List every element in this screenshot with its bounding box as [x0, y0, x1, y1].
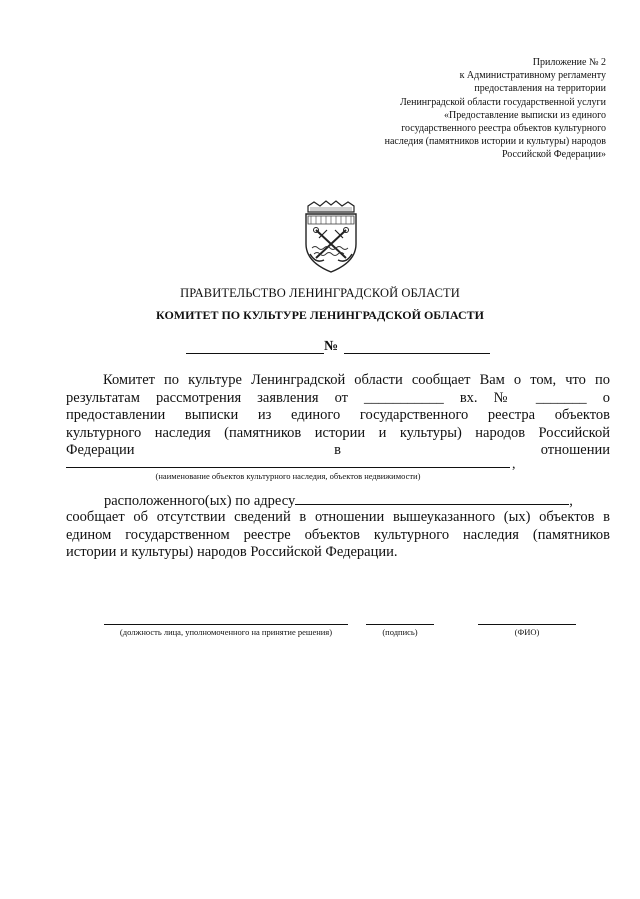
number-sign: № — [324, 339, 339, 354]
position-line — [104, 624, 348, 626]
committee-title: КОМИТЕТ ПО КУЛЬТУРЕ ЛЕНИНГРАДСКОЙ ОБЛАСТИ — [156, 308, 484, 322]
number-blank — [344, 353, 490, 354]
address-label: расположенного(ых) по адресу — [104, 493, 296, 509]
government-title: ПРАВИТЕЛЬСТВО ЛЕНИНГРАДСКОЙ ОБЛАСТИ — [180, 286, 460, 300]
object-comma: , — [512, 457, 516, 472]
name-field — [478, 624, 576, 637]
annex-line: «Предоставление выписки из единого — [444, 109, 606, 121]
address-comma: , — [569, 493, 573, 509]
annex-line: предоставления на территории — [474, 83, 606, 95]
text-line: Федерации в отношении — [66, 442, 610, 458]
name-caption: (ФИО) — [514, 627, 540, 637]
address-blank — [295, 492, 569, 505]
annex-header — [306, 56, 606, 162]
date-blank — [186, 353, 324, 354]
text-line: истории и культуры) народов Российской Федерации. — [66, 544, 398, 560]
name-line — [478, 624, 576, 626]
text-line: сообщает об отсутствии сведений в отношении вышеуказанного (ых) объектов в — [66, 509, 610, 525]
date-number-line — [186, 339, 490, 357]
address-row — [104, 492, 573, 510]
text-line: культурного наследия (памятников истории и культуры) народов Российской — [66, 424, 610, 441]
signature-line — [366, 624, 434, 626]
signature-caption: (подпись) — [382, 627, 418, 637]
position-field — [104, 624, 348, 637]
annex-line: Приложение № 2 — [532, 57, 606, 68]
text-line: едином государственном реестре объектов культурного наследия (памятников — [66, 526, 610, 543]
text-line: результатам рассмотрения заявления от ___________ вх. № _______ о — [66, 389, 610, 406]
position-caption: (должность лица, уполномоченного на принятие решения) — [119, 627, 333, 637]
coat-of-arms-emblem — [296, 200, 366, 274]
object-name-line — [66, 467, 510, 468]
annex-line: Российской Федерации» — [501, 149, 606, 161]
paragraph-intro — [66, 372, 610, 460]
annex-line: наследия (памятников истории и культуры) народов — [384, 136, 606, 148]
paragraph-result — [66, 509, 610, 562]
signature-field — [366, 624, 434, 637]
annex-line: к Административному регламенту — [459, 70, 606, 82]
annex-line: Ленинградской области государственной услуги — [399, 96, 606, 108]
text-line: предоставлении выписки из единого государственного реестра объектов — [66, 407, 610, 423]
text-line: Комитет по культуре Ленинградской области сообщает Вам о том, что по — [103, 372, 610, 388]
annex-line: государственного реестра объектов культурного — [401, 123, 606, 135]
object-name-caption: (наименование объектов культурного наследия, объектов недвижимости) — [155, 471, 421, 481]
